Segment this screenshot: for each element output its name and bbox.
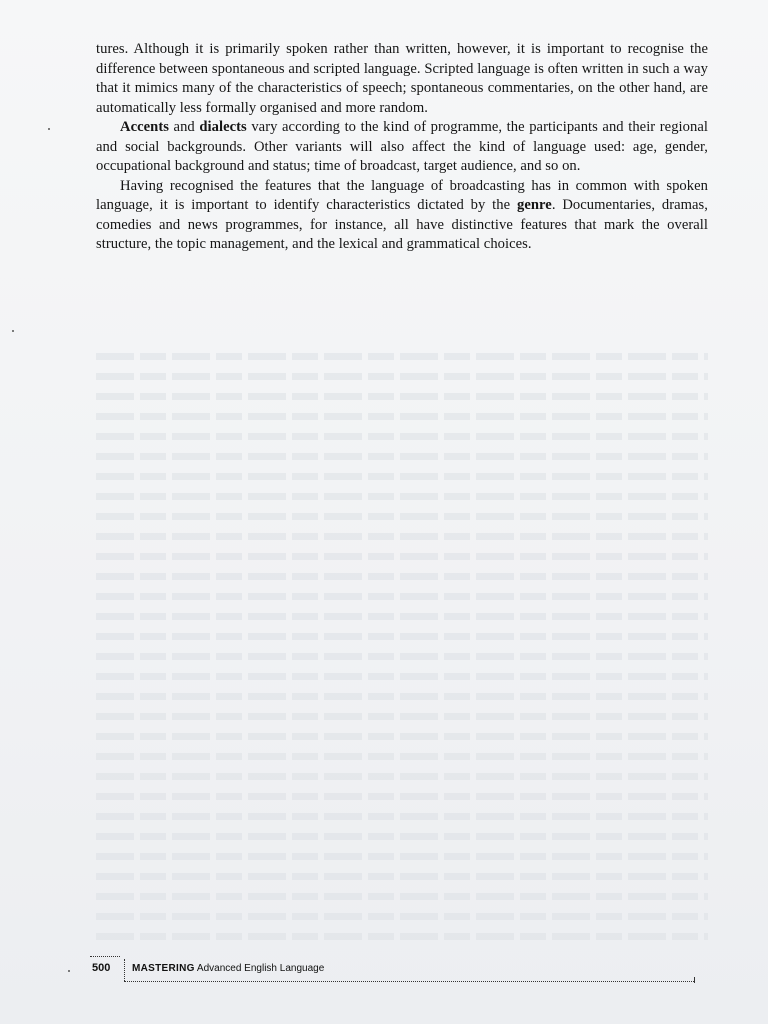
book-subtitle: Advanced English Language [194, 963, 325, 974]
paragraph-3-text-rest: . Documentaries, dramas, comedies and news programmes, for instance, all have distinctive features that mark the overall structure, the topic management, and the lexical and grammatical choices. [96, 197, 708, 252]
term-genre: genre [516, 197, 552, 213]
bleed-through-heading [96, 322, 708, 341]
paragraph-2-text: vary according to the kind of programme, the participants and their regional and social backgrounds. Other variants will also affect the kind of language used: age, gender, occupational background and status; time of broadcast, target audience, and so on. [96, 119, 708, 174]
scan-speck [12, 330, 14, 332]
paragraph-3-text-start: Having recognised the features that the language of broadcasting has in common with spoken language, it is important to identify characteristics dictated by the [96, 177, 708, 213]
scan-speck [48, 128, 50, 130]
paragraph-2 [96, 118, 708, 177]
bleed-through-reverse-page [96, 322, 708, 947]
footer-rule-bottom [124, 981, 694, 982]
term-dialects: dialects [199, 119, 247, 135]
paragraph-2-connector: and [168, 119, 200, 135]
main-text [96, 40, 708, 255]
paragraph-1-text: tures. Although it is primarily spoken rather than written, however, it is important to recognise the difference between spontaneous and scripted language. Scripted language is often written in such a way that it mimics many of the characteristics of speech; spontaneous commentaries, on the other hand, are automatically less formally organised and more random. [96, 41, 708, 116]
footer-separator [124, 959, 125, 981]
paragraph-3 [96, 177, 708, 255]
page-number: 500 [92, 962, 111, 974]
running-footer-title [132, 963, 324, 974]
term-accents: Accents [120, 119, 169, 135]
footer-rule-end [694, 977, 695, 983]
book-brand: MASTERING [132, 963, 195, 974]
paragraph-1 [96, 40, 708, 118]
scan-speck [68, 970, 70, 972]
footer-rule-top [90, 956, 120, 957]
page-footer [90, 956, 695, 986]
